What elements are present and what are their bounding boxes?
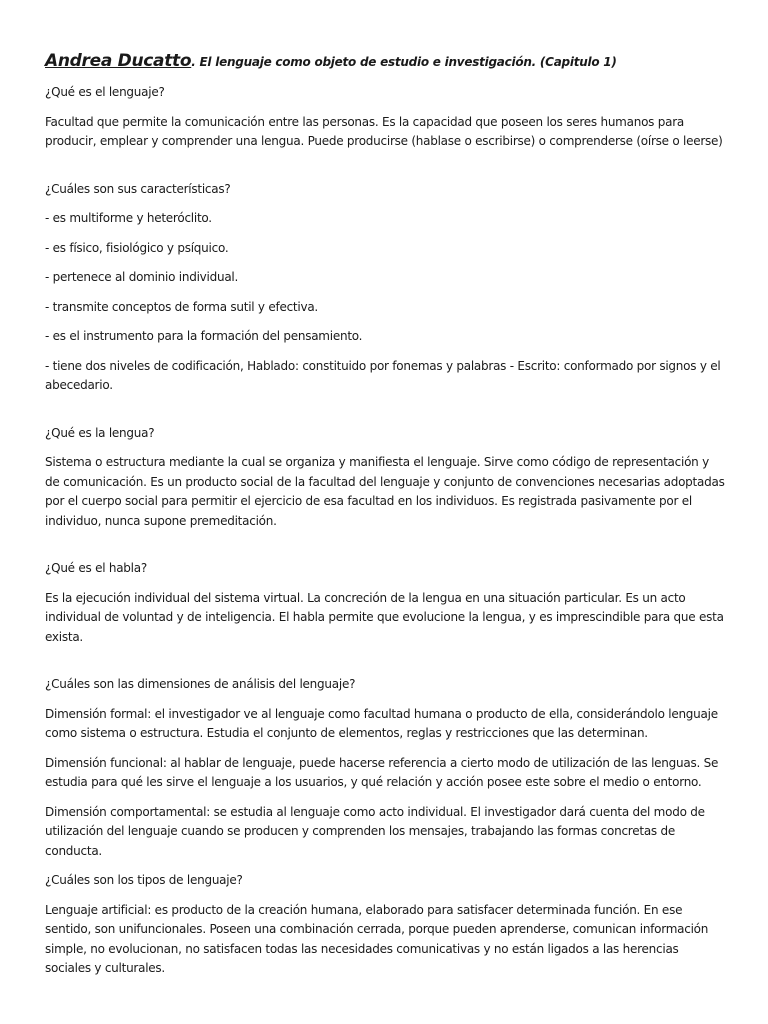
- list-item: - transmite conceptos de forma sutil y efectiva.: [45, 299, 318, 314]
- answer-dimension-funcional: Dimensión funcional: al hablar de lenguaje, puede hacerse referencia a cierto modo de utilización de las lenguas. Se estudia para qué les sirve el lenguaje a los usuarios, y qué relación y acción posee este sobre el medio o entorno.: [45, 755, 719, 789]
- question-habla: ¿Qué es el habla?: [45, 561, 147, 575]
- question-lengua: ¿Qué es la lengua?: [45, 425, 155, 440]
- list-item: - pertenece al dominio individual.: [45, 270, 239, 284]
- answer-lenguaje: Facultad que permite la comunicación entre las personas. Es la capacidad que poseen los seres humanos para producir, emplear y comprender una lengua. Puede producirse (hablase o escribirse) o comprenderse (oírse o leerse): [45, 114, 723, 148]
- document-title-text: . El lenguaje como objeto de estudio e investigación. (Capitulo 1): [191, 55, 617, 69]
- answer-lengua: Sistema o estructura mediante la cual se organiza y manifiesta el lenguaje. Sirve como código de representación y de comunicación. Es un producto social de la facultad del lenguaje y conjunto de convenciones necesarias adoptadas por el cuerpo social para permitir el ejercicio de esa facultad en los individuos. Es registrada pasivamente por el individuo, nunca supone premeditación.: [45, 455, 725, 528]
- spacer: [45, 657, 725, 675]
- spacer: [45, 406, 725, 424]
- answer-dimension-formal: Dimensión formal: el investigador ve al lenguaje como facultad humana o producto de ella, considerándolo lenguaje como sistema o estructura. Estudia el conjunto de elementos, reglas y restricciones que las determinan.: [45, 706, 718, 740]
- question-caracteristicas: ¿Cuáles son sus características?: [45, 181, 231, 196]
- question-dimensiones: ¿Cuáles son las dimensiones de análisis del lenguaje?: [45, 677, 356, 691]
- list-item: - es el instrumento para la formación del pensamiento.: [45, 329, 363, 343]
- spacer: [45, 541, 725, 559]
- answer-dimension-comportamental: Dimensión comportamental: se estudia al lenguaje como acto individual. El investigador dará cuenta del modo de utilización del lenguaje cuando se producen y comprenden los mensajes, trabajando las formas concretas de conducta.: [45, 804, 705, 858]
- answer-lenguaje-artificial: Lenguaje artificial: es producto de la creación humana, elaborado para satisfacer determinada función. En ese sentido, son unifuncionales. Poseen una combinación cerrada, porque pueden aprenderse, comunican información simple, no evolucionan, no satisfacen todas las necesidades comunicativas y no están ligados a las herencias sociales y culturales.: [45, 902, 709, 975]
- question-tipos: ¿Cuáles son los tipos de lenguaje?: [45, 873, 243, 887]
- list-item: - tiene dos niveles de codificación, Hablado: constituido por fonemas y palabras - Escrito: conformado por signos y el abecedario.: [45, 358, 721, 392]
- list-item: - es físico, fisiológico y psíquico.: [45, 240, 229, 255]
- question-lenguaje: ¿Qué es el lenguaje?: [45, 85, 165, 99]
- document-page: [45, 50, 725, 989]
- list-item: - es multiforme y heteróclito.: [45, 211, 212, 225]
- document-title: [45, 50, 725, 73]
- author-name: Andrea Ducatto: [45, 51, 192, 71]
- spacer: [45, 162, 725, 180]
- answer-habla: Es la ejecución individual del sistema virtual. La concreción de la lengua en una situación particular. Es un acto individual de voluntad y de inteligencia. El habla permite que evolucione la lengua, y es imprescindible para que esta exista.: [45, 590, 724, 644]
